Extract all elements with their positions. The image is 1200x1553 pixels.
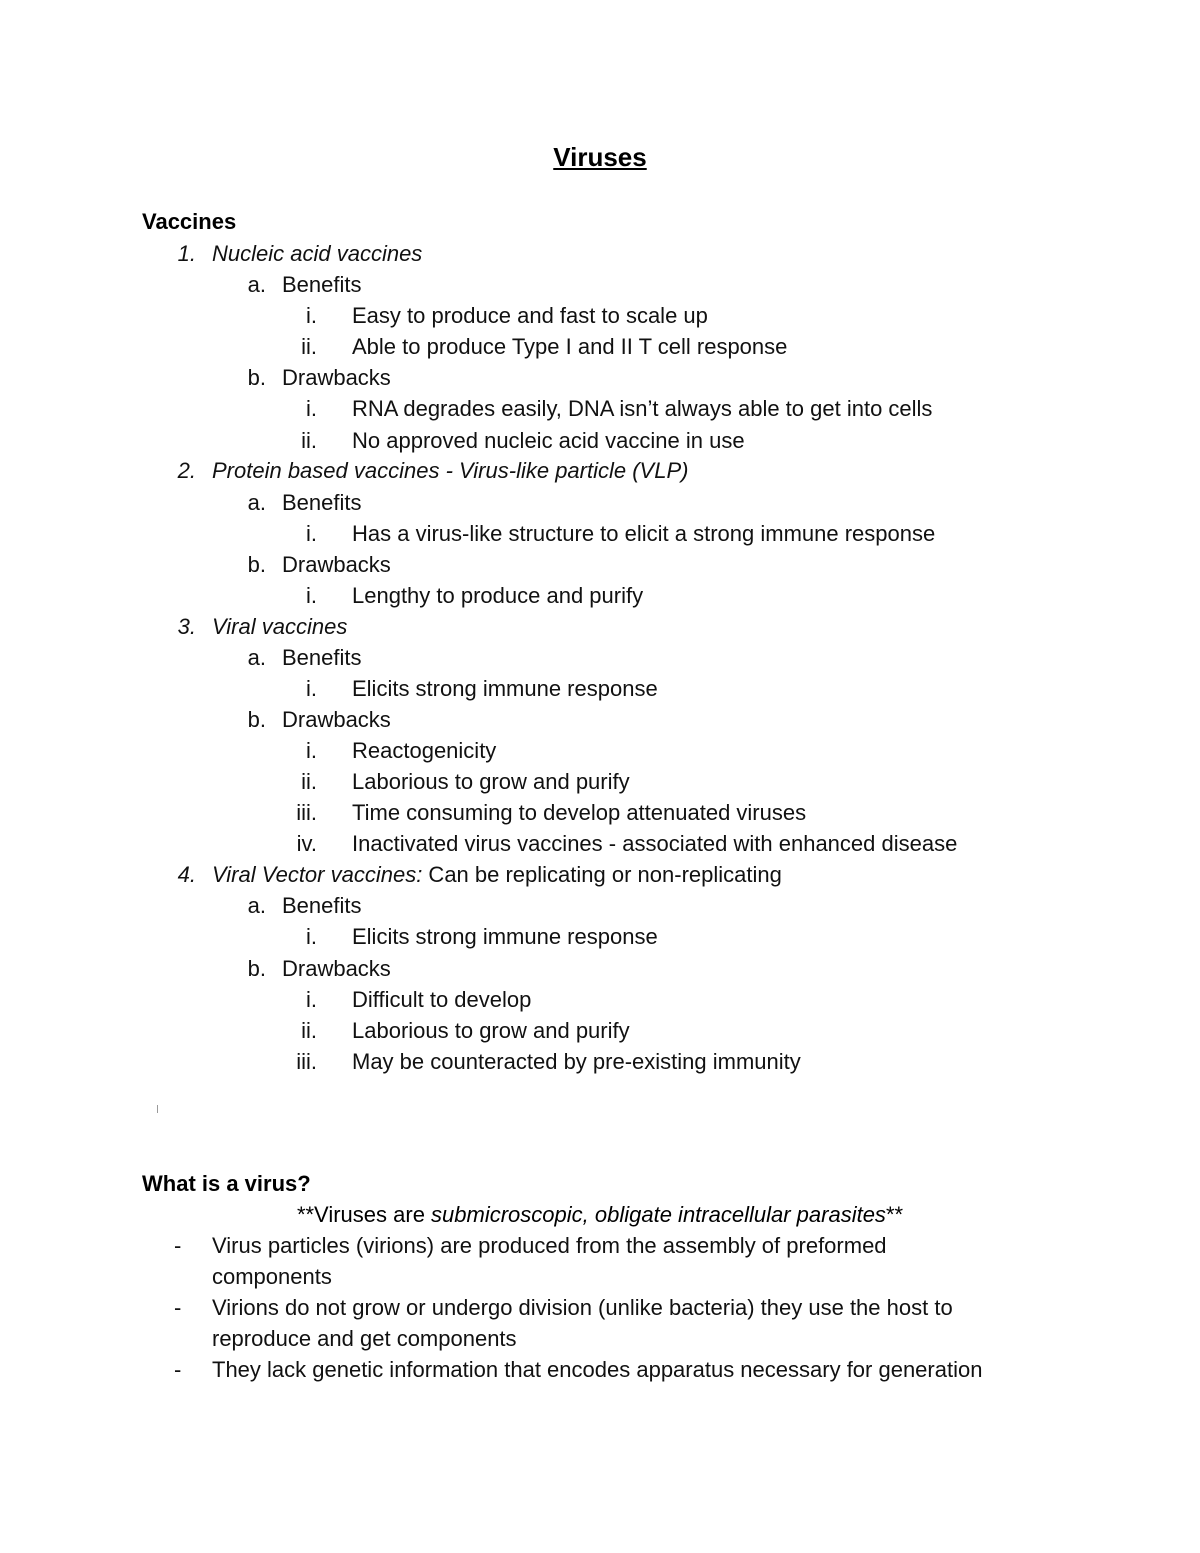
virus-heading: What is a virus? [142, 1171, 311, 1196]
definition-emphasis: submicroscopic, obligate intracellular parasites [431, 1202, 886, 1227]
bullet-line: Virions do not grow or undergo division (unlike bacteria) they use the host to [212, 1295, 953, 1320]
bullet-dash: - [174, 1295, 182, 1320]
list-item-level3: Elicits strong immune response [352, 924, 658, 949]
list-item-level3: Lengthy to produce and purify [352, 583, 644, 608]
list-item-level3: Elicits strong immune response [352, 676, 658, 701]
list-marker: i. [306, 738, 317, 763]
bullet-line: components [212, 1264, 332, 1289]
list-marker: b. [247, 552, 266, 577]
list-marker: i. [306, 521, 317, 546]
list-item-level3: Able to produce Type I and II T cell response [352, 334, 788, 359]
list-marker: i. [306, 924, 317, 949]
list-item-level3: Inactivated virus vaccines - associated with enhanced disease [352, 831, 958, 856]
definition-prefix: **Viruses are [296, 1202, 432, 1227]
list-item-level1: Protein based vaccines - Virus-like particle (VLP) [212, 458, 689, 483]
list-item-level2: Benefits [282, 893, 362, 918]
list-item-level2: Drawbacks [282, 552, 391, 577]
stray-mark [157, 1105, 158, 1113]
list-marker: iv. [296, 831, 317, 856]
list-marker: i. [306, 303, 317, 328]
vaccines-heading: Vaccines [142, 209, 237, 234]
list-item-level1 [212, 861, 782, 889]
definition-suffix: ** [885, 1202, 904, 1227]
list-marker: i. [306, 676, 317, 701]
bullet-line: reproduce and get components [212, 1326, 517, 1351]
list-marker: a. [247, 490, 266, 515]
list-marker: iii. [296, 800, 317, 825]
list-marker: ii. [301, 769, 317, 794]
list-marker: b. [247, 956, 266, 981]
bullet-line: They lack genetic information that encodes apparatus necessary for generation [212, 1357, 983, 1382]
list-marker: 4. [177, 862, 196, 887]
bullet-dash: - [174, 1357, 182, 1382]
item-label-italic: Viral Vector vaccines: [212, 862, 423, 887]
list-item-level3: RNA degrades easily, DNA isn’t always able to get into cells [352, 396, 933, 421]
list-marker: 2. [177, 458, 196, 483]
list-marker: ii. [301, 1018, 317, 1043]
list-item-level2: Drawbacks [282, 365, 391, 390]
list-item-level3: Has a virus-like structure to elicit a strong immune response [352, 521, 936, 546]
list-marker: i. [306, 583, 317, 608]
list-item-level1: Nucleic acid vaccines [212, 241, 423, 266]
virus-definition [0, 1201, 1200, 1229]
list-marker: a. [247, 645, 266, 670]
list-marker: a. [247, 893, 266, 918]
list-item-level3: Difficult to develop [352, 987, 532, 1012]
list-item-level2: Benefits [282, 272, 362, 297]
list-item-level3: Laborious to grow and purify [352, 769, 630, 794]
list-marker: 3. [177, 614, 196, 639]
list-marker: i. [306, 396, 317, 421]
list-item-level3: Time consuming to develop attenuated viruses [352, 800, 807, 825]
list-item-level3: May be counteracted by pre-existing immunity [352, 1049, 801, 1074]
item-label-rest: Can be replicating or non-replicating [422, 862, 782, 887]
page-title: Viruses [553, 142, 647, 172]
list-item-level1: Viral vaccines [212, 614, 348, 639]
list-item-level2: Benefits [282, 645, 362, 670]
list-marker: b. [247, 707, 266, 732]
list-item-level3: Easy to produce and fast to scale up [352, 303, 708, 328]
list-marker: b. [247, 365, 266, 390]
list-marker: iii. [296, 1049, 317, 1074]
list-item-level2: Drawbacks [282, 956, 391, 981]
list-item-level2: Benefits [282, 490, 362, 515]
list-marker: i. [306, 987, 317, 1012]
list-marker: ii. [301, 334, 317, 359]
list-marker: ii. [301, 428, 317, 453]
bullet-dash: - [174, 1233, 182, 1258]
list-marker: 1. [177, 241, 196, 266]
list-marker: a. [247, 272, 266, 297]
list-item-level3: Laborious to grow and purify [352, 1018, 630, 1043]
list-item-level2: Drawbacks [282, 707, 391, 732]
list-item-level3: No approved nucleic acid vaccine in use [352, 428, 745, 453]
bullet-line: Virus particles (virions) are produced from the assembly of preformed [212, 1233, 887, 1258]
list-item-level3: Reactogenicity [352, 738, 497, 763]
